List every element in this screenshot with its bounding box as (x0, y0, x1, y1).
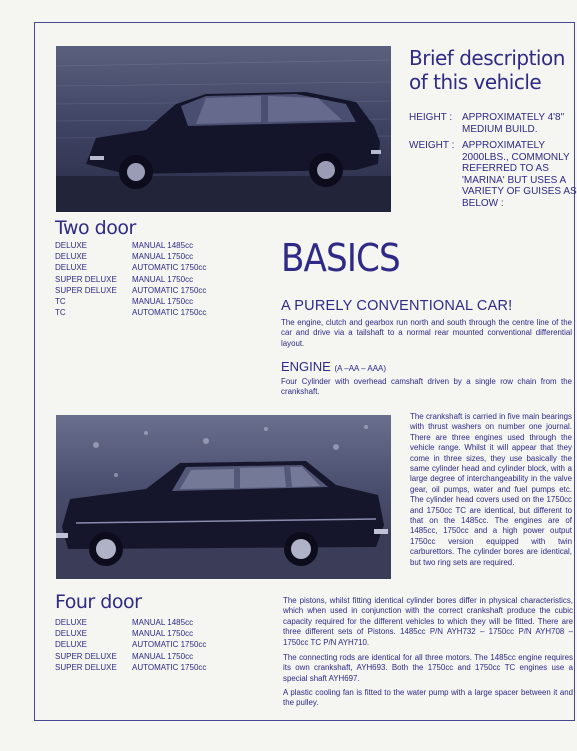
basics-heading: BASICS (281, 236, 400, 280)
engine-title (281, 359, 386, 376)
two-door-car-photo (56, 46, 391, 212)
four-door-model-list (55, 617, 255, 673)
model-row (55, 307, 255, 318)
model-spec: MANUAL 1750cc (132, 296, 194, 306)
model-spec: AUTOMATIC 1750cc (132, 662, 207, 672)
height-value: APPROXIMATELY 4'8" MEDIUM BUILD. (462, 112, 565, 135)
model-row (55, 285, 255, 296)
model-trim: DELUXE (55, 640, 88, 650)
model-trim: SUPER DELUXE (55, 651, 117, 661)
crankshaft-paragraph: The crankshaft is carried in five main bearings with thrust washers on number one journal. There are three engines used through the vehicle range. Whilst it will appear that they come in three sizes, they use basically the same cylinder head and cylinder block, with a large degree of interchangeability in the valve gear, oil pumps, water and fuel pumps etc. The cylinder head covers used on the 1750cc and 1750cc TC are identical, but different to that on the 1485cc. The engines are of 1485cc, 1750cc and a high power output 1750cc version equipped with twin carburettors. The cylinder bores are identical, but two ring sets are required. (410, 412, 572, 567)
cooling-fan-paragraph: A plastic cooling fan is fitted to the water pump with a large spacer between it and the pulley. (283, 688, 573, 708)
model-trim: SUPER DELUXE (55, 274, 117, 284)
model-spec: AUTOMATIC 1750cc (132, 640, 207, 650)
model-trim: SUPER DELUXE (55, 285, 117, 295)
model-row (55, 274, 255, 285)
engine-description: Four Cylinder with overhead camshaft driven by a single row chain from the crankshaft. (281, 377, 572, 397)
two-door-model-list (55, 240, 255, 318)
two-door-title: Two door (55, 217, 136, 239)
model-spec: MANUAL 1485cc (132, 241, 194, 250)
model-spec: MANUAL 1750cc (132, 629, 194, 639)
model-row (55, 639, 255, 650)
model-row (55, 251, 255, 262)
pistons-paragraph: The pistons, whilst fitting identical cylinder bores differ in physical characteristics, which when used in conjunction with the correct crankshaft produce the cubic capacity required for the different vehicles to which they will be fitted. There are three different sets of Pistons. 1485cc P/N AYH732 – 1750cc P/N AYH708 – 1750cc TC P/N AYH710. (283, 596, 573, 647)
model-trim: DELUXE (55, 629, 88, 639)
model-spec: AUTOMATIC 1750cc (132, 285, 207, 295)
model-spec: MANUAL 1750cc (132, 252, 194, 262)
four-door-title: Four door (55, 591, 142, 613)
model-spec: MANUAL 1750cc (132, 651, 194, 661)
conventional-car-subtitle: A PURELY CONVENTIONAL CAR! (281, 298, 513, 314)
model-row (55, 262, 255, 273)
model-trim: DELUXE (55, 252, 88, 262)
engine-codes: (A –AA – AAA) (334, 364, 387, 373)
model-spec: MANUAL 1485cc (132, 618, 194, 627)
model-trim: DELUXE (55, 618, 88, 627)
model-row (55, 240, 255, 251)
weight-label: WEIGHT : (409, 140, 455, 151)
model-trim: TC (55, 308, 66, 318)
brief-description-title: Brief description of this vehicle (409, 46, 565, 94)
connecting-rods-paragraph: The connecting rods are identical for all three motors. The 1485cc engine requires its own crankshaft, AYH693. Both the 1750cc and 1750cc TC engines use a special shaft AYH697. (283, 653, 573, 683)
model-trim: DELUXE (55, 241, 88, 250)
height-spec (409, 112, 575, 136)
model-row (55, 628, 255, 639)
model-spec: AUTOMATIC 1750cc (132, 263, 207, 273)
height-label: HEIGHT : (409, 112, 453, 123)
four-door-car-photo (56, 415, 391, 579)
model-row (55, 662, 255, 673)
engine-label: ENGINE (281, 359, 331, 374)
model-trim: SUPER DELUXE (55, 662, 117, 672)
model-row (55, 651, 255, 662)
weight-value: APPROXIMATELY 2000LBS., COMMONLY REFERRED TO AS 'MARINA' BUT USES A VARIETY OF GUISES AS BELOW : (462, 140, 577, 209)
model-spec: AUTOMATIC 1750cc (132, 308, 207, 318)
model-trim: DELUXE (55, 263, 88, 273)
weight-spec (409, 140, 575, 210)
model-spec: MANUAL 1750cc (132, 274, 194, 284)
model-trim: TC (55, 296, 66, 306)
model-row (55, 617, 255, 628)
model-row (55, 296, 255, 307)
basics-intro: The engine, clutch and gearbox run north and south through the centre line of the car and drive via a tailshaft to a normal rear mounted conventional differential layout. (281, 318, 572, 348)
